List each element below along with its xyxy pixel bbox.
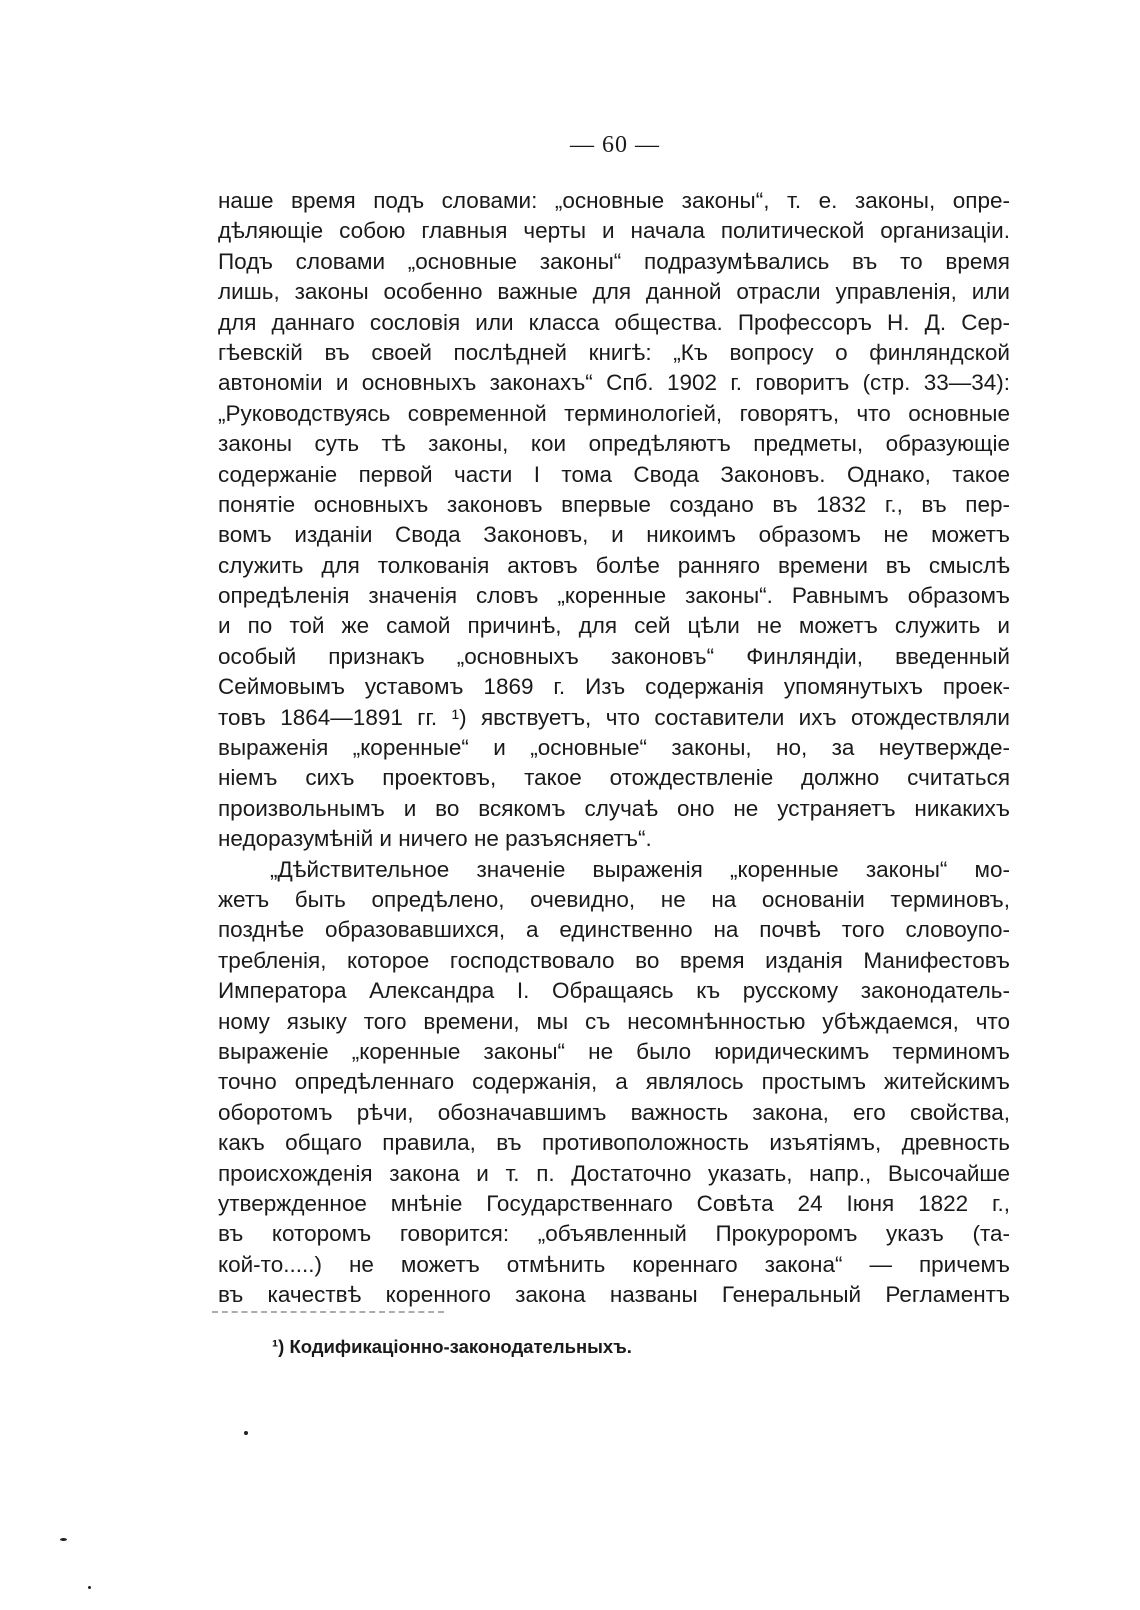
text-line: опредѣленія значенія словъ „коренные законы“. Равнымъ образомъ xyxy=(218,583,1010,609)
footnote: ¹) Кодификаціонно-законодательныхъ. xyxy=(272,1336,632,1357)
scan-speck xyxy=(60,1538,67,1541)
text-line: ніемъ сихъ проектовъ, такое отождествленіе должно считаться xyxy=(218,765,1010,791)
text-line: особый признакъ „основныхъ законовъ“ Финляндіи, введенный xyxy=(218,643,1010,669)
text-line: Подъ словами „основные законы“ подразумѣвались въ то время xyxy=(218,248,1010,274)
text-line: дѣляющіе собою главныя черты и начала политической организаціи. xyxy=(218,218,1010,244)
text-line: выраженія „коренные“ и „основные“ законы, но, за неутвержде- xyxy=(218,735,1010,761)
text-line: оборотомъ рѣчи, обозначавшимъ важность закона, его свойства, xyxy=(218,1099,1010,1125)
page-number: — 60 — xyxy=(570,132,660,158)
text-line: гѣевскій въ своей послѣдней книгѣ: „Къ вопросу о финляндской xyxy=(218,339,1010,365)
text-line: служить для толкованія актовъ болѣе ранняго времени въ смыслѣ xyxy=(218,552,1010,578)
text-line: законы суть тѣ законы, кои опредѣляютъ предметы, образующіе xyxy=(218,431,1010,457)
text-line: содержаніе первой части I тома Свода Законовъ. Однако, такое xyxy=(218,461,1010,487)
text-line: ному языку того времени, мы съ несомнѣнностью убѣждаемся, что xyxy=(218,1008,1010,1034)
text-line: понятіе основныхъ законовъ впервые создано въ 1832 г., въ пер- xyxy=(218,491,1010,517)
text-line: какъ общаго правила, въ противоположность изъятіямъ, древность xyxy=(218,1130,1010,1156)
text-line: выраженіе „коренные законы“ не было юридическимъ терминомъ xyxy=(218,1038,1010,1064)
text-line: автономіи и основныхъ законахъ“ Спб. 1902 г. говоритъ (стр. 33—34): xyxy=(218,370,1010,396)
text-line: наше время подъ словами: „основные законы“, т. е. законы, опре- xyxy=(218,188,1010,213)
text-line: вомъ изданіи Свода Законовъ, и никоимъ образомъ не можетъ xyxy=(218,522,1010,548)
text-line: жетъ быть опредѣлено, очевидно, не на основаніи терминовъ, xyxy=(218,886,1010,912)
text-line: лишь, законы особенно важные для данной отрасли управленія, или xyxy=(218,279,1010,305)
text-line: Императора Александра I. Обращаясь къ русскому законодатель- xyxy=(218,978,1010,1004)
text-line: въ которомъ говорится: „объявленный Прокуроромъ указъ (та- xyxy=(218,1221,1010,1247)
footnote-rule xyxy=(212,1311,444,1313)
text-line: утвержденное мнѣніе Государственнаго Совѣта 24 Іюня 1822 г., xyxy=(218,1190,1010,1216)
text-line: въ качествѣ коренного закона названы Генеральный Регламентъ xyxy=(218,1282,1010,1308)
text-line: Сеймовымъ уставомъ 1869 г. Изъ содержанія упомянутыхъ проек- xyxy=(218,674,1010,700)
text-line: „Руководствуясь современной терминологіей, говорятъ, что основные xyxy=(218,400,1010,426)
text-line: для даннаго сословія или класса общества. Профессоръ Н. Д. Сер- xyxy=(218,309,1010,335)
scan-speck xyxy=(88,1586,91,1589)
text-line: позднѣе образовавшихся, а единственно на почвѣ того словоупо- xyxy=(218,917,1010,943)
text-line: требленія, которое господствовало во время изданія Манифестовъ xyxy=(218,947,1010,973)
text-line: недоразумѣній и ничего не разъясняетъ“. xyxy=(218,826,652,852)
body-text xyxy=(218,186,1010,1310)
text-line: товъ 1864—1891 гг. ¹) явствуетъ, что составители ихъ отождествляли xyxy=(218,704,1010,730)
text-line: происхожденія закона и т. п. Достаточно указать, напр., Высочайше xyxy=(218,1160,1010,1186)
text-line: кой-то.....) не можетъ отмѣнить кореннаго закона“ — причемъ xyxy=(218,1251,1010,1277)
text-line: произвольнымъ и во всякомъ случаѣ оно не устраняетъ никакихъ xyxy=(218,795,1010,821)
text-line: точно опредѣленнаго содержанія, а являлось простымъ житейскимъ xyxy=(218,1069,1010,1095)
text-line: и по той же самой причинѣ, для сей цѣли не можетъ служить и xyxy=(218,613,1010,639)
text-line: „Дѣйствительное значеніе выраженія „коренные законы“ мо- xyxy=(270,856,1010,882)
scan-speck xyxy=(244,1431,248,1435)
